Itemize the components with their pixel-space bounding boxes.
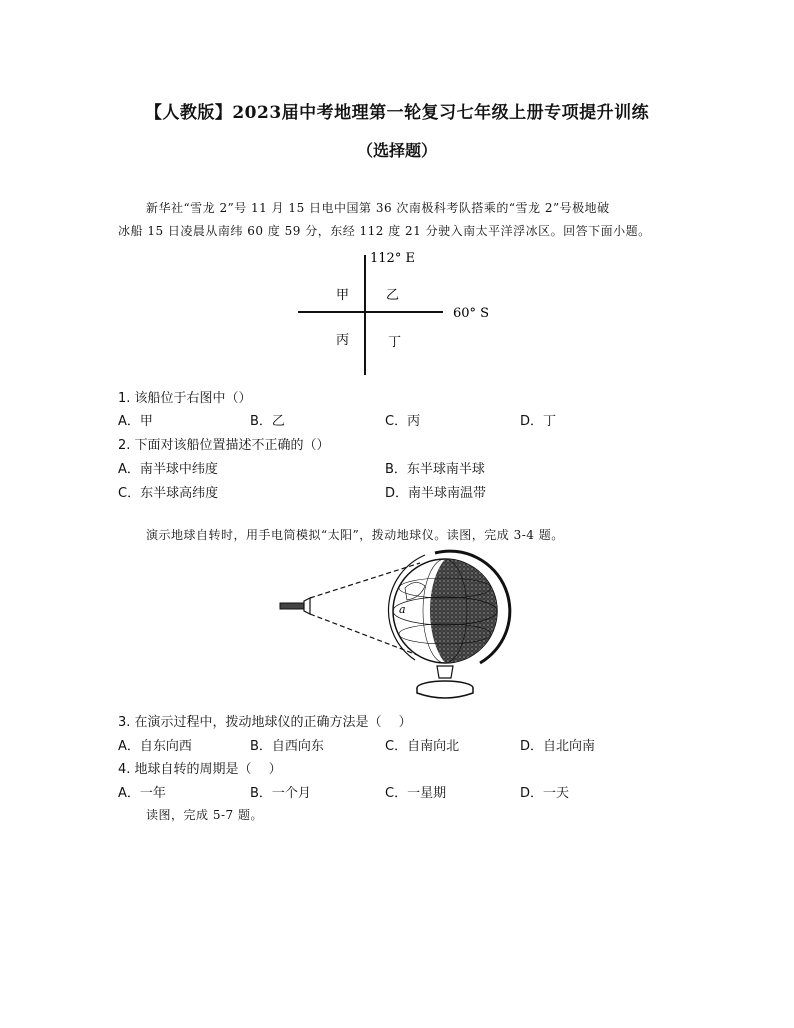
quadrant-ding: 丁 [388, 335, 402, 350]
quadrant-yi: 乙 [386, 288, 400, 303]
page-subtitle: （选择题） [356, 141, 437, 160]
q2-option-c: C．东半球高纬度 [118, 486, 219, 501]
q3-option-c: C．自南向北 [385, 739, 460, 754]
point-a-label: a [399, 603, 406, 616]
q4-option-c: C．一星期 [385, 786, 447, 801]
quadrant-jia: 甲 [336, 288, 350, 303]
q1-option-b: B．乙 [250, 414, 285, 429]
quadrant-bing: 丙 [336, 333, 350, 348]
globe-icon [388, 551, 509, 663]
q2-option-a: A．南半球中纬度 [118, 462, 218, 477]
globe-stand [417, 666, 473, 698]
question-4-stem: 4. 地球自转的周期是（ ） [118, 762, 282, 777]
q4-option-a: A．一年 [118, 786, 166, 801]
q2-option-b: B．东半球南半球 [385, 462, 485, 477]
passage-2: 演示地球自转时，用手电筒模拟“太阳”，拨动地球仪。读图，完成 3-4 题。 [146, 528, 564, 542]
q4-option-b: B．一个月 [250, 786, 311, 801]
passage-1-line-2: 冰船 15 日凌晨从南纬 60 度 59 分，东经 112 度 21 分驶入南太平洋浮冰区。回答下面小题。 [118, 224, 651, 238]
q1-option-a: A．甲 [118, 414, 153, 429]
q3-option-b: B．自西向东 [250, 739, 324, 754]
question-1-stem: 1. 该船位于右图中（） [118, 391, 252, 406]
meridian-label: 112° E [370, 251, 415, 266]
question-3-stem: 3. 在演示过程中，拨动地球仪的正确方法是（ ） [118, 715, 412, 730]
question-2-stem: 2. 下面对该船位置描述不正确的（） [118, 438, 330, 453]
q3-option-a: A．自东向西 [118, 739, 192, 754]
q3-option-d: D．自北向南 [520, 739, 596, 754]
q4-option-d: D．一天 [520, 786, 570, 801]
page-title: 【人教版】2023届中考地理第一轮复习七年级上册专项提升训练 [144, 103, 650, 123]
q1-option-c: C．丙 [385, 414, 421, 429]
globe-flashlight-figure [275, 548, 515, 703]
q2-option-d: D．南半球南温带 [385, 486, 487, 501]
passage-1-line-1: 新华社“雪龙 2”号 11 月 15 日电中国第 36 次南极科考队搭乘的“雪龙 2”号极地破 [146, 201, 610, 215]
q1-option-d: D．丁 [520, 414, 557, 429]
parallel-label: 60° S [453, 306, 490, 321]
lat-lon-diagram [290, 245, 520, 380]
flashlight-icon [280, 598, 310, 614]
passage-3: 读图，完成 5-7 题。 [146, 808, 263, 822]
